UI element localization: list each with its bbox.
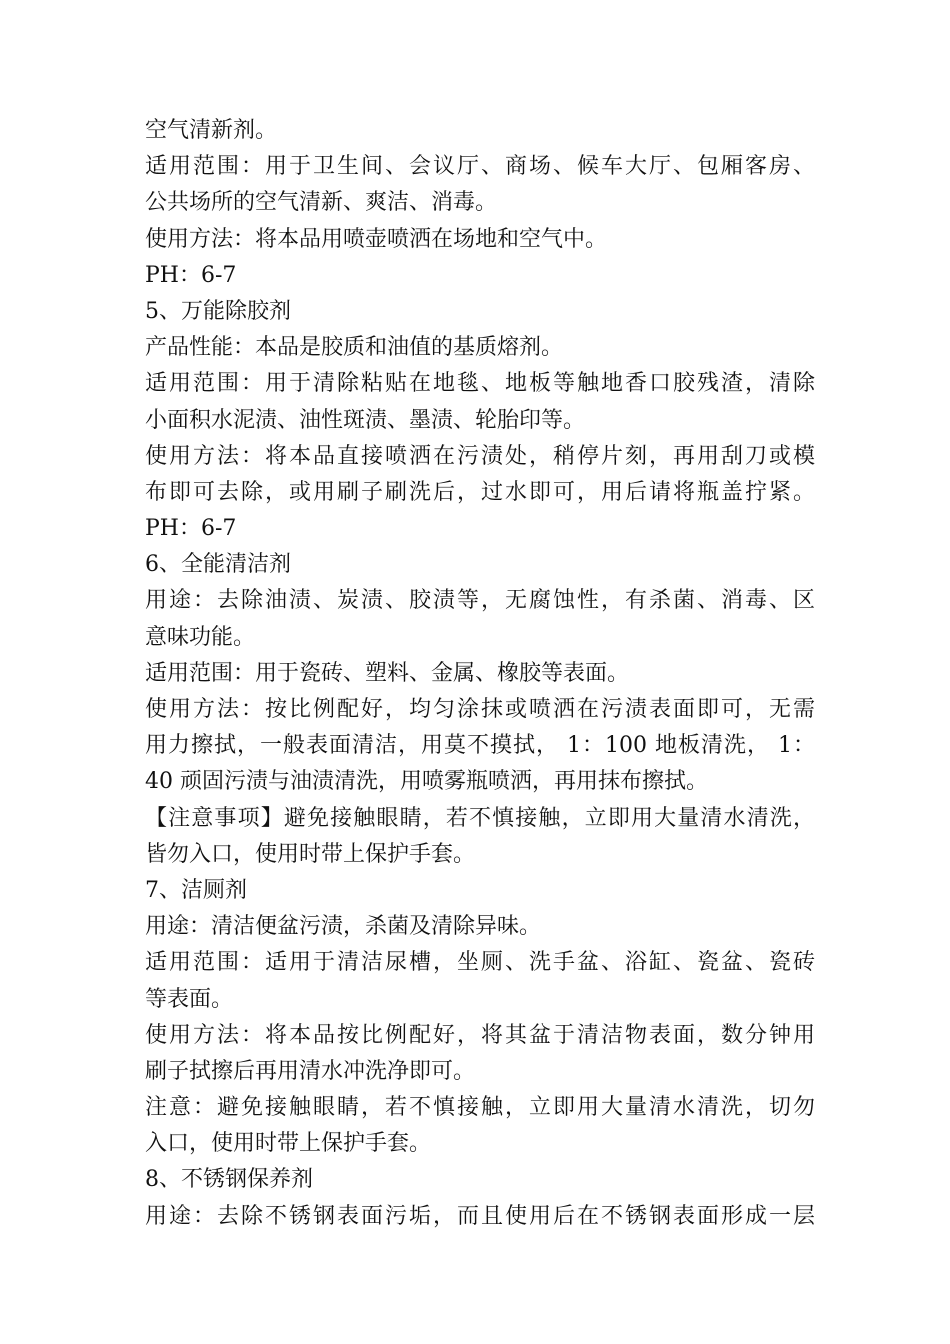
- text-line: 用途：去除不锈钢表面污垢，而且使用后在不锈钢表面形成一层: [145, 1203, 815, 1229]
- text-line: 空气清新剂。: [145, 118, 278, 143]
- text-line: 8、不锈钢保养剂: [145, 1167, 313, 1193]
- text-line: 入口，使用时带上保护手套。: [145, 1131, 432, 1157]
- text-line: 等表面。: [145, 986, 234, 1012]
- text-line: 使用方法：按比例配好，均匀涂抹或喷洒在污渍表面即可，无需: [145, 697, 815, 722]
- text-line: 公共场所的空气清新、爽洁、消毒。: [145, 190, 498, 216]
- text-line: 注意：避免接触眼睛，若不慎接触，立即用大量清水清洗，切勿: [145, 1095, 815, 1121]
- text-line: 适用范围：用于瓷砖、塑料、金属、橡胶等表面。: [145, 660, 630, 686]
- text-line: 刷子拭擦后再用清水冲洗净即可。: [145, 1058, 476, 1084]
- text-line: 使用方法：将本品按比例配好，将其盆于清洁物表面，数分钟用: [145, 1022, 815, 1048]
- text-line: 用力擦拭，一般表面清洁，用莫不摸拭， 1：100 地板清洗， 1：: [145, 733, 815, 759]
- text-line: 皆勿入口，使用时带上保护手套。: [145, 841, 476, 867]
- text-line: 适用范围：适用于清洁尿槽，坐厕、洗手盆、浴缸、瓷盆、瓷砖: [145, 950, 815, 976]
- text-line: 适用范围：用于卫生间、会议厅、商场、候车大厅、包厢客房、: [145, 154, 815, 180]
- text-line: 6、全能清洁剂: [145, 552, 291, 578]
- text-line: 意味功能。: [145, 624, 256, 650]
- text-line: 【注意事项】避免接触眼睛，若不慎接触，立即用大量清水清洗，: [145, 805, 815, 831]
- text-line: 使用方法：将本品直接喷洒在污渍处，稍停片刻，再用刮刀或模: [145, 443, 815, 469]
- text-line: 5、万能除胶剂: [145, 298, 291, 324]
- text-line: 40 顽固污渍与油渍清洗，用喷雾瓶喷洒，再用抹布擦拭。: [145, 769, 708, 795]
- text-line: 小面积水泥渍、油性斑渍、墨渍、轮胎印等。: [145, 407, 586, 433]
- text-line: 产品性能：本品是胶质和油值的基质熔剂。: [145, 335, 564, 361]
- text-line: 使用方法：将本品用喷壶喷洒在场地和空气中。: [145, 226, 608, 252]
- text-line: 适用范围：用于清除粘贴在地毯、地板等触地香口胶残渣，清除: [145, 371, 815, 397]
- text-line: 布即可去除，或用刷子刷洗后，过水即可，用后请将瓶盖拧紧。: [145, 479, 815, 505]
- document-page: [145, 113, 815, 1235]
- text-line: PH：6-7: [145, 516, 237, 542]
- text-line: 用途：去除油渍、炭渍、胶渍等，无腐蚀性，有杀菌、消毒、区: [145, 588, 815, 614]
- text-line: PH：6-7: [145, 262, 237, 288]
- text-line: 用途：清洁便盆污渍，杀菌及清除异味。: [145, 914, 542, 940]
- text-line: 7、洁厕剂: [145, 877, 247, 903]
